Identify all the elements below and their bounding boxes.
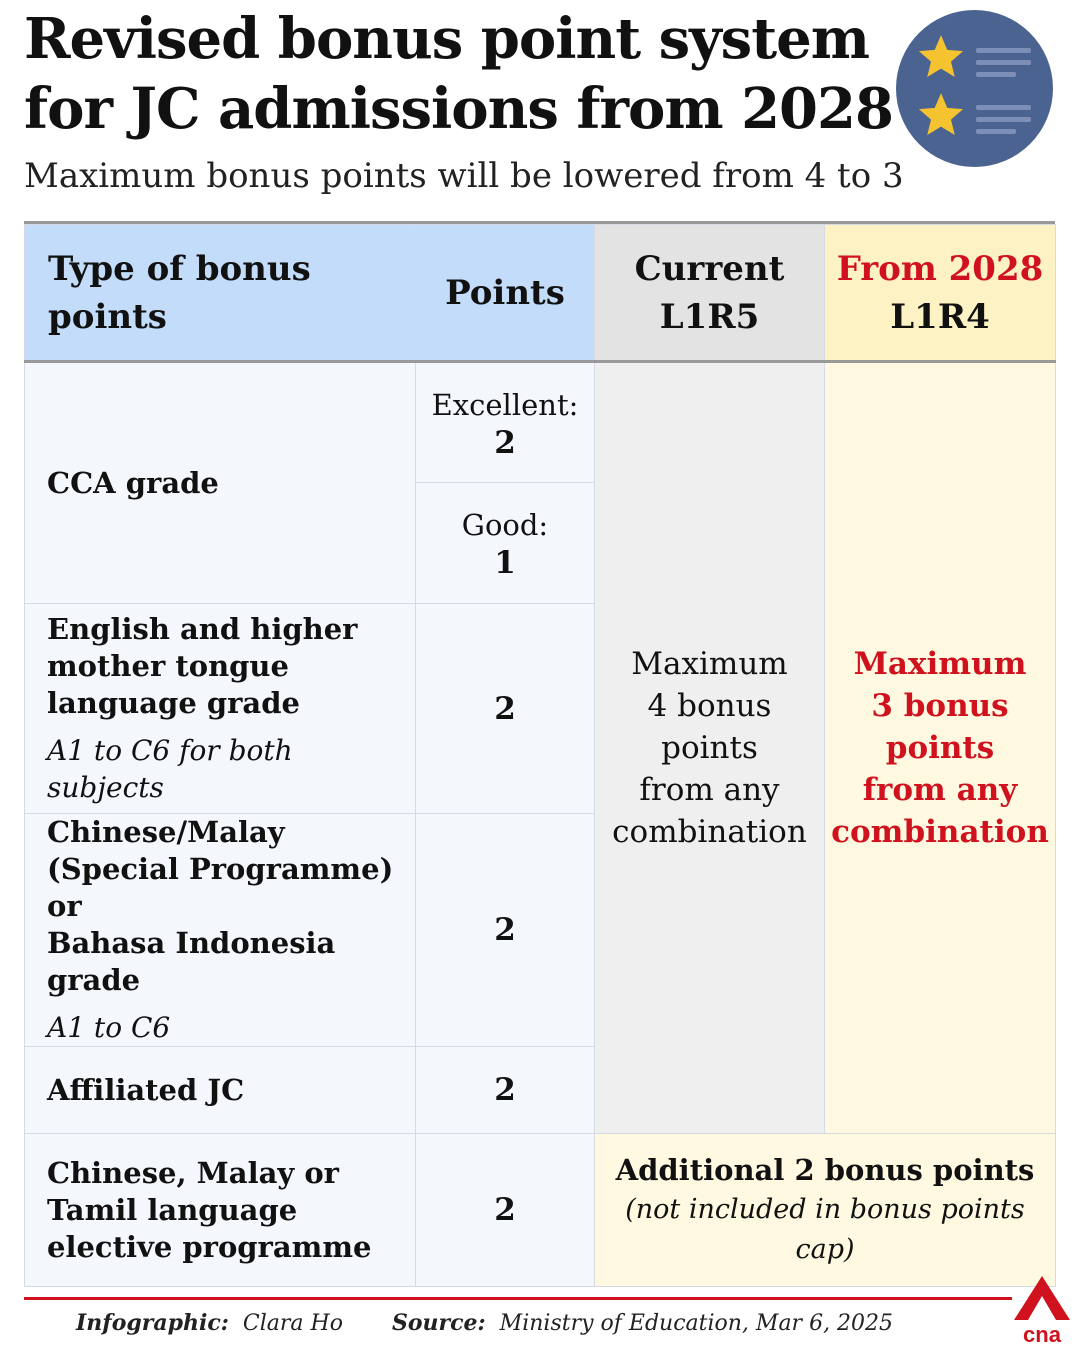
additional-bonus-text: Additional 2 bonus points <box>615 1153 1035 1187</box>
header-type-line-1: Type of bonus <box>48 248 311 289</box>
cna-logo <box>1014 1276 1070 1344</box>
cca-good-points <box>416 483 595 604</box>
table-row <box>25 362 1056 483</box>
new-cap-line: Maximum <box>853 646 1027 682</box>
type-line: language grade <box>47 686 300 720</box>
infographic-value: Clara Ho <box>242 1311 343 1336</box>
header-current <box>595 225 825 362</box>
new-cap-cell <box>825 362 1056 1134</box>
type-line: (Special Programme) or <box>47 852 394 923</box>
good-points-value: 1 <box>494 545 516 581</box>
current-cap-cell <box>595 362 825 1134</box>
current-cap-line: from any <box>639 772 780 808</box>
type-line: Chinese, Malay or <box>47 1155 339 1190</box>
source-value: Ministry of Education, Mar 6, 2025 <box>499 1311 894 1336</box>
english-mt-points: 2 <box>416 604 595 814</box>
title-line-2: for JC admissions from 2028 <box>24 76 893 142</box>
good-label: Good: <box>461 508 549 542</box>
page-title <box>24 4 893 144</box>
header-current-line-1: Current <box>634 248 785 289</box>
list-line <box>976 72 1016 77</box>
header-new-line-2: L1R4 <box>890 296 990 337</box>
header-new <box>825 225 1056 362</box>
new-cap-line: combination <box>831 814 1049 850</box>
affiliated-jc-label: Affiliated JC <box>25 1047 416 1134</box>
special-programme-label <box>25 814 416 1047</box>
source-label: Source: <box>392 1310 486 1336</box>
header-current-line-2: L1R5 <box>659 296 760 337</box>
page-subtitle: Maximum bonus points will be lowered from 4 to 3 <box>24 156 904 196</box>
list-line <box>976 60 1031 65</box>
type-note: A1 to C6 for both subjects <box>47 734 293 804</box>
star-icon-top <box>916 32 966 82</box>
type-line: English and higher <box>47 612 358 646</box>
header-type <box>25 225 416 362</box>
current-cap-line: points <box>661 730 758 766</box>
additional-bonus-note: (not included in bonus points cap) <box>625 1194 1025 1265</box>
special-programme-points: 2 <box>416 814 595 1047</box>
logo-text: cna <box>1023 1322 1061 1344</box>
list-line <box>976 105 1031 110</box>
star-icon-bottom <box>916 90 966 140</box>
current-cap-line: Maximum <box>631 646 788 682</box>
new-cap-line: from any <box>862 772 1018 808</box>
list-line <box>976 48 1031 53</box>
type-line: Tamil language <box>47 1192 298 1227</box>
elective-programme-points: 2 <box>416 1134 595 1287</box>
new-cap-line: 3 bonus <box>871 688 1009 724</box>
type-line: mother tongue <box>47 649 289 683</box>
footer-source <box>392 1310 893 1336</box>
table-row <box>25 1134 1056 1287</box>
header-new-line-1: From 2028 <box>836 248 1044 289</box>
english-mt-label <box>25 604 416 814</box>
star-list-icon <box>896 10 1053 167</box>
infographic-label: Infographic: <box>76 1310 229 1336</box>
type-line: Chinese/Malay <box>47 815 285 849</box>
affiliated-jc-points: 2 <box>416 1047 595 1134</box>
additional-bonus-cell <box>595 1134 1056 1287</box>
footer-credit <box>76 1310 343 1336</box>
footer-rule <box>24 1297 1012 1300</box>
header-points: Points <box>416 225 595 362</box>
excellent-label: Excellent: <box>431 387 579 422</box>
cca-grade-label: CCA grade <box>25 362 416 604</box>
current-cap-line: 4 bonus <box>647 688 772 724</box>
bonus-points-table <box>24 224 1056 1287</box>
type-line: elective programme <box>47 1229 372 1264</box>
header-type-line-2: points <box>48 296 167 337</box>
excellent-points-value: 2 <box>494 424 516 461</box>
table-header-row <box>25 225 1056 362</box>
elective-programme-label <box>25 1134 416 1287</box>
type-line: Bahasa Indonesia grade <box>47 926 336 997</box>
type-note: A1 to C6 <box>47 1011 171 1044</box>
title-line-1: Revised bonus point system <box>24 6 869 72</box>
cca-excellent-points <box>416 362 595 483</box>
current-cap-line: combination <box>612 814 807 850</box>
list-line <box>976 129 1016 134</box>
new-cap-line: points <box>885 730 995 766</box>
list-line <box>976 117 1031 122</box>
